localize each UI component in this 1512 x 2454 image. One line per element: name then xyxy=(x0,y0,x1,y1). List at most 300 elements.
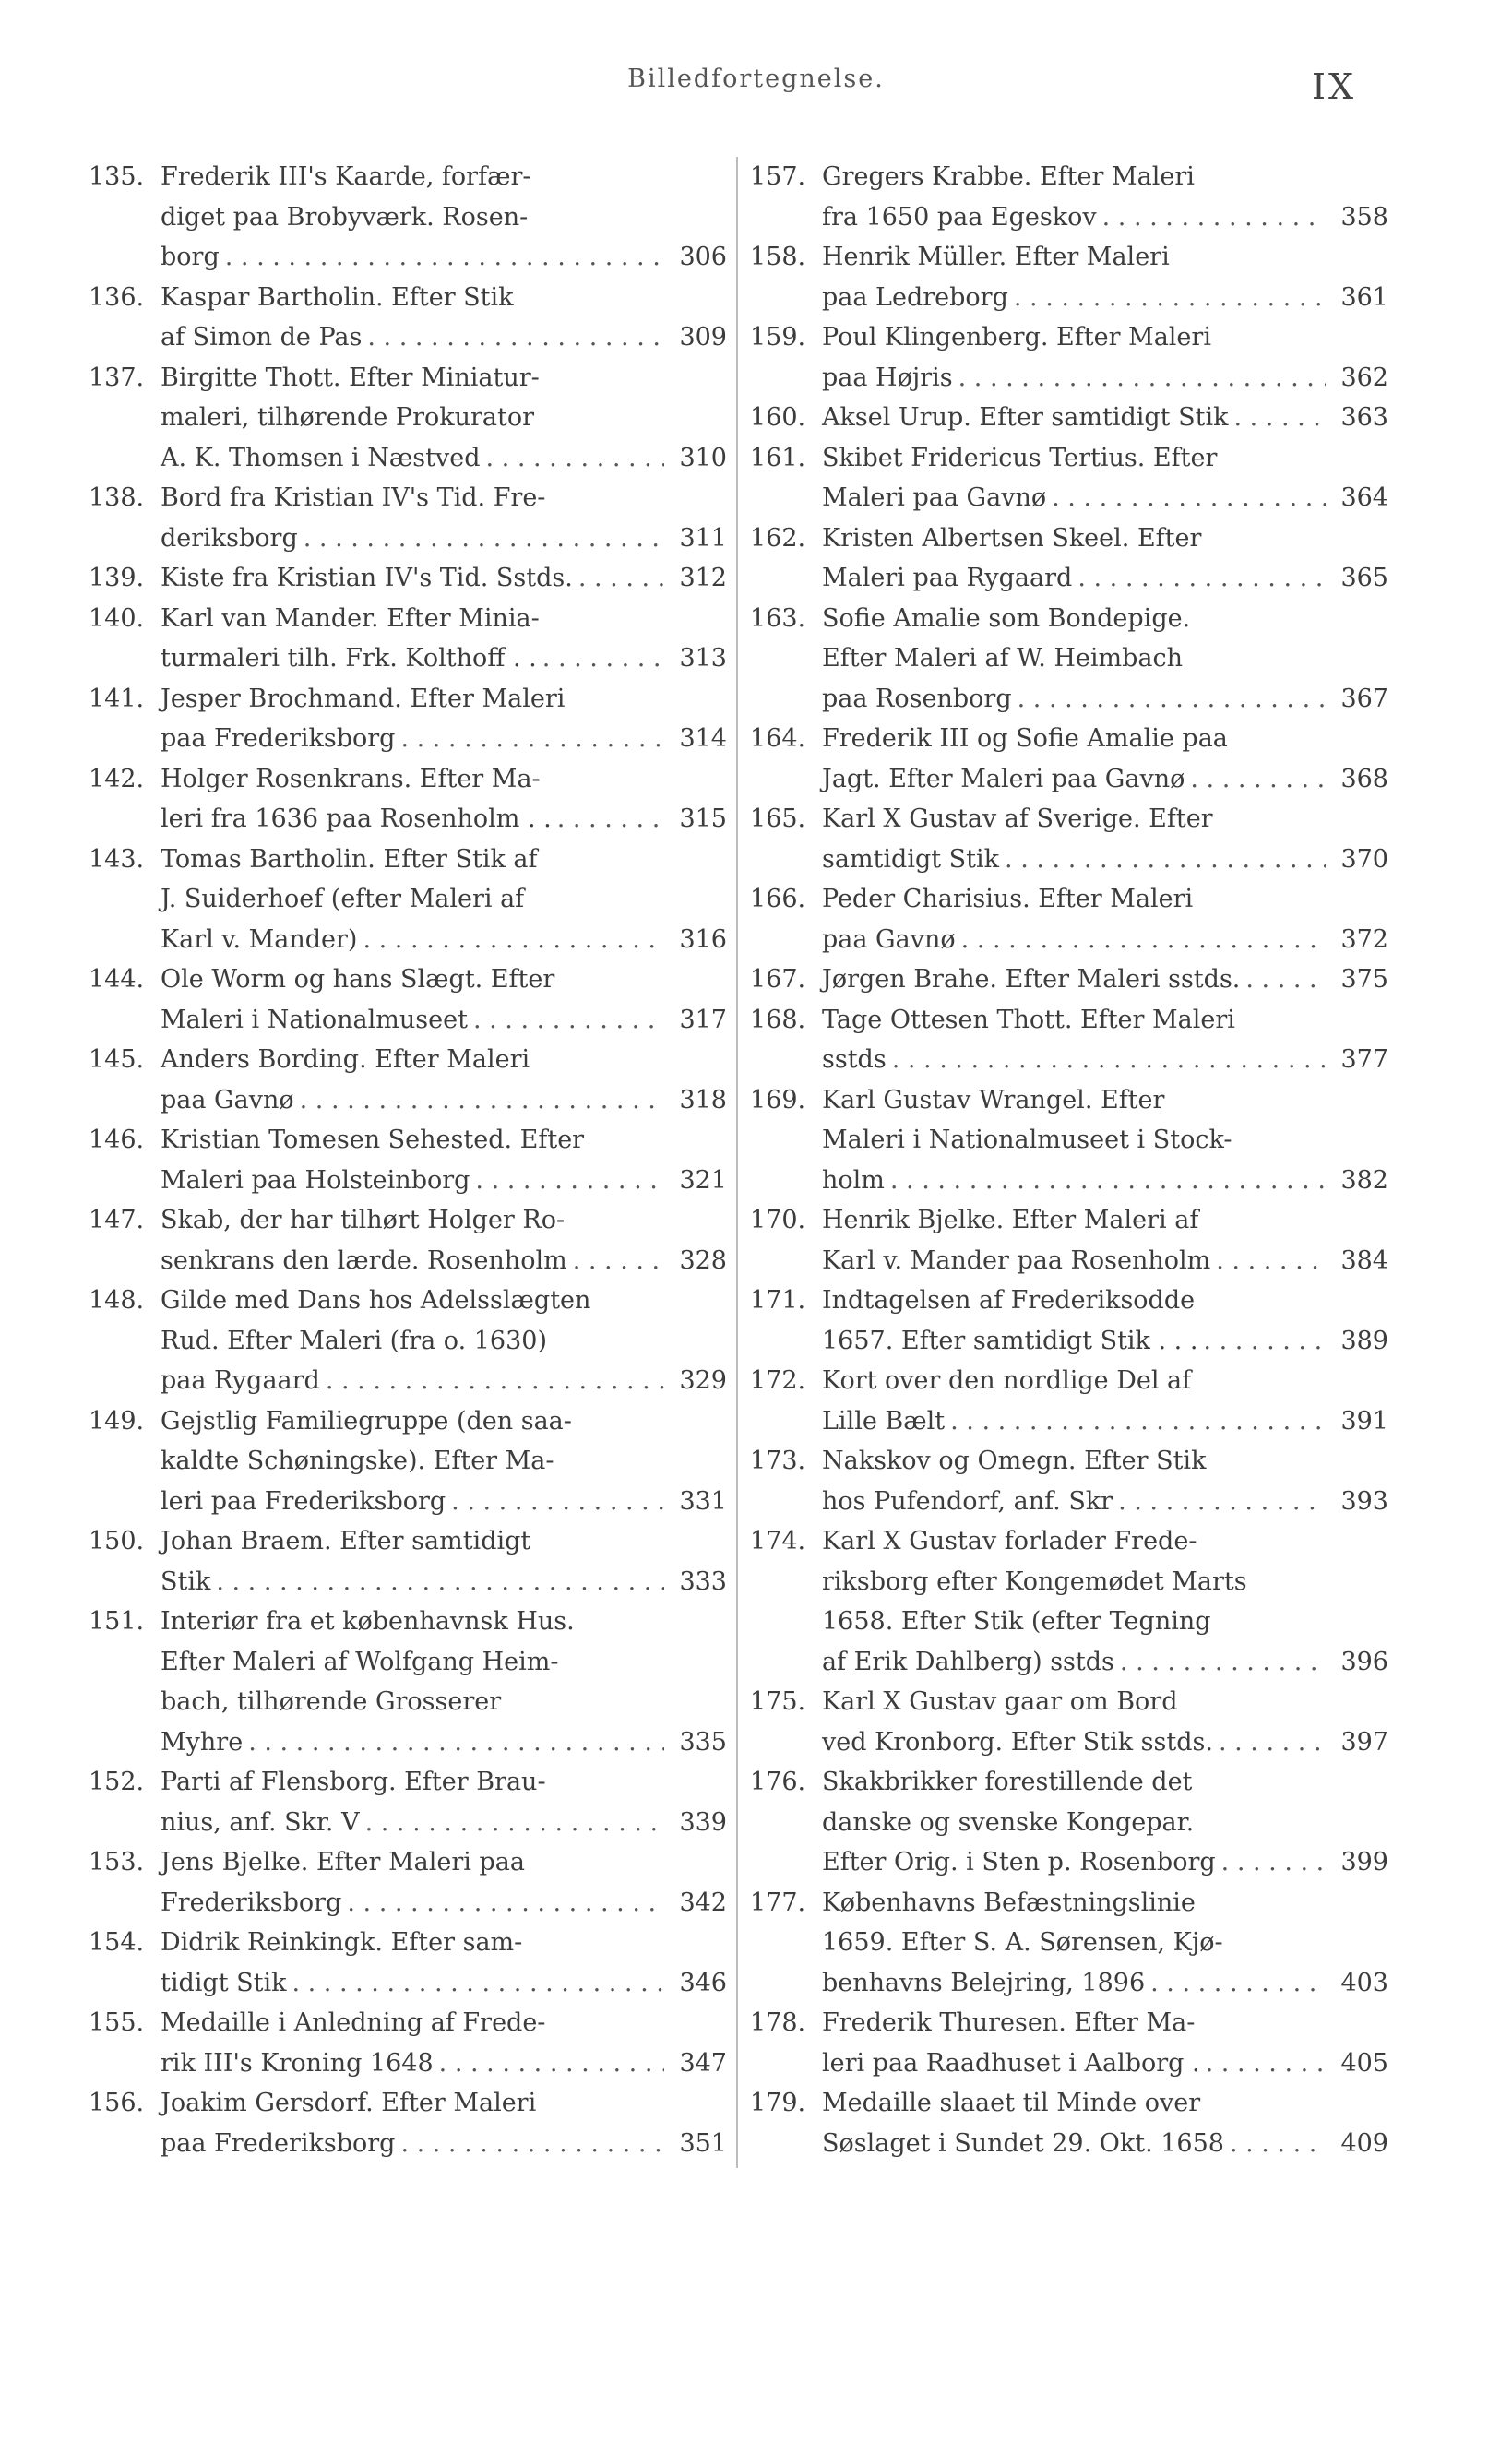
dot-leaders xyxy=(1206,2043,1326,2084)
entry-line xyxy=(822,558,1388,599)
entry-line xyxy=(822,1642,1388,1683)
entry-number: 177. xyxy=(750,1888,806,1917)
index-entry xyxy=(750,1682,1388,1762)
entry-line xyxy=(161,1642,727,1683)
entry-text: Maleri i Nationalmuseet xyxy=(161,1005,468,1034)
entry-text: senkrans den lærde. Rosenholm xyxy=(161,1245,567,1275)
entry-line xyxy=(161,2043,727,2084)
page-reference: 316 xyxy=(679,924,727,954)
entry-line xyxy=(822,920,1388,960)
entry-number: 167. xyxy=(750,965,806,994)
entry-text: deriksborg xyxy=(161,523,298,553)
dot-leaders xyxy=(892,1040,1326,1080)
page-reference: 312 xyxy=(679,564,727,592)
entry-text: tidigt Stik xyxy=(161,1968,287,1997)
entry-line xyxy=(822,2124,1388,2164)
entry-text: benhavns Belejring, 1896 xyxy=(822,1968,1146,1997)
entry-text: Karl van Mander. Efter Minia- xyxy=(161,603,540,633)
dot-leaders xyxy=(475,1161,664,1201)
entry-line xyxy=(161,1321,727,1362)
page-reference: 351 xyxy=(679,2128,727,2158)
entry-text: Karl X Gustav forlader Frede- xyxy=(822,1527,1197,1555)
entry-number: 136. xyxy=(89,282,145,312)
entry-text: Gejstlig Familiegruppe (den saa- xyxy=(161,1406,572,1435)
index-entry xyxy=(89,1401,727,1522)
entry-line xyxy=(161,1883,727,1924)
entry-text: Anders Bording. Efter Maleri xyxy=(161,1045,530,1074)
page-reference: 364 xyxy=(1340,483,1388,512)
index-entry xyxy=(89,558,727,599)
entry-text: Johan Braem. Efter samtidigt xyxy=(161,1527,531,1555)
index-entry xyxy=(750,1080,1388,1201)
entry-text: rik III's Kroning 1648 xyxy=(161,2048,434,2078)
entry-line xyxy=(161,1401,727,1442)
entry-text: sstds xyxy=(822,1045,887,1074)
entry-text: Karl X Gustav af Sverige. Efter xyxy=(822,804,1213,833)
entry-text: Skibet Fridericus Tertius. Efter xyxy=(822,443,1218,472)
index-entry xyxy=(89,1120,727,1200)
index-entry xyxy=(750,438,1388,518)
entry-text: Jens Bjelke. Efter Maleri paa xyxy=(161,1848,525,1876)
entry-number: 173. xyxy=(750,1447,806,1475)
entry-text: Holger Rosenkrans. Efter Ma- xyxy=(161,764,541,793)
entry-text: Frederiksborg xyxy=(161,1888,342,1917)
entry-text: riksborg efter Kongemødet Marts xyxy=(822,1567,1247,1596)
entry-number: 140. xyxy=(89,603,145,633)
dot-leaders xyxy=(363,920,664,960)
entry-line xyxy=(161,599,727,639)
dot-leaders xyxy=(1245,959,1326,1000)
entry-number: 152. xyxy=(89,1768,145,1796)
index-entry xyxy=(89,959,727,1040)
entry-number: 144. xyxy=(89,965,145,994)
entry-text: Kort over den nordlige Del af xyxy=(822,1366,1192,1395)
entry-number: 171. xyxy=(750,1286,806,1315)
page-reference: 382 xyxy=(1340,1165,1388,1195)
dot-leaders xyxy=(1018,679,1326,720)
entry-text: Jagt. Efter Maleri paa Gavnø xyxy=(822,764,1185,793)
entry-text: Skakbrikker forestillende det xyxy=(822,1768,1193,1796)
entry-line xyxy=(161,1722,727,1763)
entry-line xyxy=(822,438,1388,479)
index-entry xyxy=(750,157,1388,237)
entry-line xyxy=(822,1441,1388,1482)
page-reference: 329 xyxy=(679,1366,727,1395)
entry-number: 165. xyxy=(750,804,806,833)
entry-number: 150. xyxy=(89,1527,145,1555)
dot-leaders xyxy=(304,518,664,559)
page-reference: 375 xyxy=(1340,965,1388,994)
page-reference: 396 xyxy=(1340,1647,1388,1676)
column-divider xyxy=(736,157,738,2168)
dot-leaders xyxy=(1190,759,1326,800)
entry-line xyxy=(822,1120,1388,1161)
page-reference: 363 xyxy=(1340,403,1388,432)
entry-line xyxy=(822,1281,1388,1321)
index-entry xyxy=(750,599,1388,720)
entry-text: nius, anf. Skr. V xyxy=(161,1807,360,1837)
entry-text: bach, tilhørende Grosserer xyxy=(161,1687,502,1716)
page-reference: 342 xyxy=(679,1888,727,1917)
dot-leaders xyxy=(1150,1963,1326,2004)
entry-line xyxy=(822,1521,1388,1562)
entry-text: Kristian Tomesen Sehested. Efter xyxy=(161,1126,585,1154)
entry-line xyxy=(161,518,727,559)
dot-leaders xyxy=(557,799,664,840)
entry-text: Sofie Amalie som Bondepige. xyxy=(822,603,1191,633)
page-reference: 333 xyxy=(679,1567,727,1596)
entry-text: Tomas Bartholin. Efter Stik af xyxy=(161,844,538,874)
index-entry xyxy=(750,719,1388,799)
dot-leaders xyxy=(1219,1722,1326,1763)
entry-line xyxy=(822,1923,1388,1963)
page-reference: 314 xyxy=(679,724,727,753)
entry-number: 179. xyxy=(750,2089,806,2117)
entry-line xyxy=(161,1602,727,1642)
entry-number: 161. xyxy=(750,443,806,472)
left-column xyxy=(89,157,727,2163)
entry-line xyxy=(161,1281,727,1321)
entry-line xyxy=(822,1883,1388,1924)
entry-line xyxy=(161,1241,727,1281)
entry-line xyxy=(161,478,727,518)
entry-line xyxy=(822,1080,1388,1121)
entry-line xyxy=(161,278,727,318)
entry-line xyxy=(161,1080,727,1121)
dot-leaders xyxy=(958,358,1326,399)
entry-number: 141. xyxy=(89,684,145,713)
entry-text: Karl v. Mander) xyxy=(161,924,358,954)
entry-line xyxy=(161,799,727,840)
index-entry xyxy=(750,1441,1388,1521)
entry-text: Maleri i Nationalmuseet i Stock- xyxy=(822,1126,1232,1154)
index-entry xyxy=(89,599,727,679)
dot-leaders xyxy=(225,237,664,278)
entry-text: paa Frederiksborg xyxy=(161,724,396,753)
entry-number: 178. xyxy=(750,2008,806,2037)
entry-line xyxy=(822,679,1388,720)
entry-number: 138. xyxy=(89,483,145,512)
entry-text: paa Rosenborg xyxy=(822,684,1012,713)
entry-line xyxy=(822,1963,1388,2004)
dot-leaders xyxy=(292,1963,664,2004)
entry-text: borg xyxy=(161,243,220,271)
entry-line xyxy=(822,1040,1388,1080)
entry-text: Henrik Müller. Efter Maleri xyxy=(822,243,1170,271)
dot-leaders xyxy=(300,1080,664,1121)
entry-number: 166. xyxy=(750,885,806,913)
page-reference: 313 xyxy=(679,644,727,673)
index-entry xyxy=(750,959,1388,1000)
entry-text: Joakim Gersdorf. Efter Maleri xyxy=(161,2089,537,2117)
entry-line xyxy=(822,1682,1388,1722)
entry-line xyxy=(161,1562,727,1602)
index-entry xyxy=(750,1200,1388,1281)
page-reference: 318 xyxy=(679,1085,727,1114)
page-reference: 399 xyxy=(1340,1848,1388,1876)
index-entry xyxy=(750,398,1388,438)
entry-line xyxy=(822,599,1388,639)
entry-text: Interiør fra et københavnsk Hus. xyxy=(161,1607,575,1636)
entry-number: 142. xyxy=(89,764,145,793)
dot-leaders xyxy=(400,2124,664,2164)
entry-line xyxy=(161,638,727,679)
entry-text: Karl Gustav Wrangel. Efter xyxy=(822,1085,1165,1114)
entry-number: 137. xyxy=(89,363,145,392)
entry-text: Parti af Flensborg. Efter Brau- xyxy=(161,1768,546,1796)
index-entry xyxy=(750,1000,1388,1080)
entry-text: Maleri paa Gavnø xyxy=(822,483,1047,512)
entry-text: paa Frederiksborg xyxy=(161,2128,396,2158)
entry-line xyxy=(822,518,1388,559)
entry-text: Maleri paa Holsteinborg xyxy=(161,1165,470,1195)
entry-line xyxy=(161,237,727,278)
entry-text: samtidigt Stik xyxy=(822,844,1000,874)
entry-text: Efter Maleri af W. Heimbach xyxy=(822,644,1184,673)
entry-line xyxy=(161,157,727,197)
dot-leaders xyxy=(451,1482,664,1522)
entry-line xyxy=(161,1803,727,1843)
entry-text: Birgitte Thott. Efter Miniatur- xyxy=(161,363,540,392)
dot-leaders xyxy=(1216,1241,1326,1281)
page-reference: 311 xyxy=(679,523,727,553)
entry-text: Bord fra Kristian IV's Tid. Fre- xyxy=(161,483,546,512)
dot-leaders xyxy=(1230,2124,1326,2164)
entry-line xyxy=(161,1441,727,1482)
entry-line xyxy=(822,1361,1388,1401)
index-entry xyxy=(89,1842,727,1923)
entry-number: 172. xyxy=(750,1366,806,1395)
entry-line xyxy=(161,2003,727,2043)
entry-number: 158. xyxy=(750,243,806,271)
page-reference: 362 xyxy=(1340,363,1388,392)
entry-text: danske og svenske Kongepar. xyxy=(822,1807,1195,1837)
entry-line xyxy=(822,398,1388,438)
entry-line xyxy=(822,638,1388,679)
dot-leaders xyxy=(326,1361,664,1401)
entry-line xyxy=(161,959,727,1000)
entry-text: Tage Ottesen Thott. Efter Maleri xyxy=(822,1005,1235,1034)
entry-line xyxy=(161,1000,727,1041)
dot-leaders xyxy=(400,719,664,759)
entry-number: 139. xyxy=(89,564,145,592)
entry-line xyxy=(822,157,1388,197)
dot-leaders xyxy=(1203,1321,1326,1362)
entry-line xyxy=(822,1842,1388,1883)
page-reference: 389 xyxy=(1340,1326,1388,1355)
page-reference: 384 xyxy=(1340,1245,1388,1275)
entry-number: 149. xyxy=(89,1406,145,1435)
entry-text: Gregers Krabbe. Efter Maleri xyxy=(822,162,1195,191)
entry-text: Ole Worm og hans Slægt. Efter xyxy=(161,965,555,994)
entry-line xyxy=(161,879,727,920)
page-reference: 409 xyxy=(1340,2128,1388,2158)
running-header: Billedfortegnelse. xyxy=(627,65,885,93)
entry-line xyxy=(822,1161,1388,1201)
index-entry xyxy=(750,1361,1388,1441)
entry-number: 135. xyxy=(89,162,145,191)
page-reference: 347 xyxy=(679,2048,727,2078)
entry-number: 160. xyxy=(750,403,806,432)
page-reference: 321 xyxy=(679,1165,727,1195)
index-entry xyxy=(750,237,1388,317)
index-entry xyxy=(89,840,727,960)
entry-number: 146. xyxy=(89,1126,145,1154)
right-column xyxy=(750,157,1388,2163)
dot-leaders xyxy=(1102,197,1326,238)
entry-line xyxy=(161,759,727,800)
entry-text: paa Højris xyxy=(822,363,953,392)
dot-leaders xyxy=(486,438,664,479)
entry-text: Myhre xyxy=(161,1727,244,1757)
entry-number: 164. xyxy=(750,724,806,753)
entry-text: Aksel Urup. Efter samtidigt Stik xyxy=(822,403,1229,432)
entry-line xyxy=(161,1923,727,1963)
entry-line xyxy=(822,719,1388,759)
page-reference: 310 xyxy=(679,443,727,472)
entry-line xyxy=(822,1602,1388,1642)
entry-text: Stik xyxy=(161,1567,211,1596)
dot-leaders xyxy=(961,920,1326,960)
entry-text: Efter Orig. i Sten p. Rosenborg xyxy=(822,1848,1216,1876)
entry-text: 1657. Efter samtidigt Stik . . . xyxy=(822,1326,1198,1355)
entry-line xyxy=(161,1200,727,1241)
entry-line xyxy=(822,1803,1388,1843)
entry-line xyxy=(161,920,727,960)
page-reference: 372 xyxy=(1340,924,1388,954)
index-entry xyxy=(750,1521,1388,1682)
index-entry xyxy=(750,518,1388,599)
entry-line xyxy=(161,1521,727,1562)
entry-text: Frederik III og Sofie Amalie paa xyxy=(822,724,1228,753)
entry-text: Henrik Bjelke. Efter Maleri af xyxy=(822,1206,1199,1234)
entry-number: 145. xyxy=(89,1045,145,1074)
entry-number: 170. xyxy=(750,1206,806,1234)
page-reference: 391 xyxy=(1340,1406,1388,1435)
page-reference: 328 xyxy=(679,1245,727,1275)
page-reference: 315 xyxy=(679,804,727,833)
index-entry xyxy=(750,879,1388,959)
entry-text: Efter Maleri af Wolfgang Heim- xyxy=(161,1647,559,1676)
entry-line xyxy=(822,1482,1388,1522)
entry-line xyxy=(822,1321,1388,1362)
page-reference: 370 xyxy=(1340,844,1388,874)
entry-text: af Erik Dahlberg) sstds xyxy=(822,1647,1114,1676)
index-entry xyxy=(89,1762,727,1842)
entry-line xyxy=(822,478,1388,518)
index-entry xyxy=(750,2003,1388,2083)
entry-line xyxy=(822,197,1388,238)
entry-line xyxy=(822,959,1388,1000)
index-entry xyxy=(750,2083,1388,2163)
entry-line xyxy=(161,840,727,880)
dot-leaders xyxy=(1052,478,1326,518)
entry-number: 143. xyxy=(89,844,145,874)
entry-text: paa Gavnø xyxy=(822,924,956,954)
entry-text: 1659. Efter S. A. Sørensen, Kjø- xyxy=(822,1928,1223,1957)
dot-leaders xyxy=(473,1000,664,1041)
entry-text: maleri, tilhørende Prokurator xyxy=(161,403,534,432)
entry-text: paa Gavnø xyxy=(161,1085,294,1114)
entry-text: fra 1650 paa Egeskov xyxy=(822,202,1097,232)
dot-leaders xyxy=(347,1883,664,1924)
entry-line xyxy=(822,237,1388,278)
entry-line xyxy=(161,358,727,399)
page-reference: 309 xyxy=(679,323,727,351)
entry-line xyxy=(161,1762,727,1803)
dot-leaders xyxy=(1077,558,1326,599)
entry-line xyxy=(822,799,1388,840)
entry-line xyxy=(822,1722,1388,1763)
entry-text: Kiste fra Kristian IV's Tid. Sstds. xyxy=(161,564,573,592)
entry-text: Kristen Albertsen Skeel. Efter xyxy=(822,523,1202,553)
page-reference: 405 xyxy=(1340,2048,1388,2078)
entry-line xyxy=(822,840,1388,880)
entry-line xyxy=(161,1120,727,1161)
entry-text: Frederik Thuresen. Efter Ma- xyxy=(822,2008,1196,2037)
entry-line xyxy=(161,1040,727,1080)
index-entry xyxy=(750,317,1388,398)
index-entry xyxy=(89,1521,727,1602)
index-entry xyxy=(89,759,727,840)
index-entry xyxy=(89,1602,727,1762)
entry-text: Gilde med Dans hos Adelsslægten xyxy=(161,1286,591,1315)
index-entry xyxy=(750,1883,1388,2004)
entry-text: ved Kronborg. Efter Stik sstds. xyxy=(822,1727,1213,1757)
entry-text: paa Ledreborg xyxy=(822,282,1008,312)
entry-number: 157. xyxy=(750,162,806,191)
entry-text: Medaille i Anledning af Frede- xyxy=(161,2008,546,2037)
entry-text: leri fra 1636 paa Rosenholm . . xyxy=(161,804,552,833)
entry-number: 163. xyxy=(750,603,806,633)
page-reference: 335 xyxy=(679,1727,727,1757)
entry-text: Indtagelsen af Frederiksodde xyxy=(822,1286,1196,1315)
entry-text: Jesper Brochmand. Efter Maleri xyxy=(161,684,566,713)
entry-line xyxy=(161,1482,727,1522)
index-entry xyxy=(89,1200,727,1281)
entry-line xyxy=(161,1161,727,1201)
entry-line xyxy=(161,2083,727,2124)
page-reference: 397 xyxy=(1340,1727,1388,1757)
dot-leaders xyxy=(367,317,664,358)
entry-text: Skab, der har tilhørt Holger Ro- xyxy=(161,1206,566,1234)
entry-line xyxy=(822,1762,1388,1803)
entry-line xyxy=(161,398,727,438)
entry-line xyxy=(822,1241,1388,1281)
index-entry xyxy=(89,358,727,479)
entry-text: Karl v. Mander paa Rosenholm xyxy=(822,1245,1211,1275)
index-entry xyxy=(89,1923,727,2003)
index-entry xyxy=(89,157,727,278)
entry-number: 175. xyxy=(750,1687,806,1716)
page-reference: 317 xyxy=(679,1005,727,1034)
entry-number: 169. xyxy=(750,1085,806,1114)
entry-text: hos Pufendorf, anf. Skr xyxy=(822,1486,1113,1516)
entry-text: Didrik Reinkingk. Efter sam- xyxy=(161,1928,523,1957)
entry-text: leri paa Raadhuset i Aalborg . xyxy=(822,2048,1200,2078)
entry-number: 151. xyxy=(89,1607,145,1636)
entry-line xyxy=(161,2124,727,2164)
dot-leaders xyxy=(578,558,664,599)
entry-number: 156. xyxy=(89,2089,145,2117)
entry-line xyxy=(161,438,727,479)
entry-text: diget paa Brobyværk. Rosen- xyxy=(161,202,529,232)
index-entry xyxy=(750,1281,1388,1361)
entry-line xyxy=(161,1963,727,2004)
page-reference: 367 xyxy=(1340,684,1388,713)
dot-leaders xyxy=(1233,398,1326,438)
dot-leaders xyxy=(542,638,664,679)
